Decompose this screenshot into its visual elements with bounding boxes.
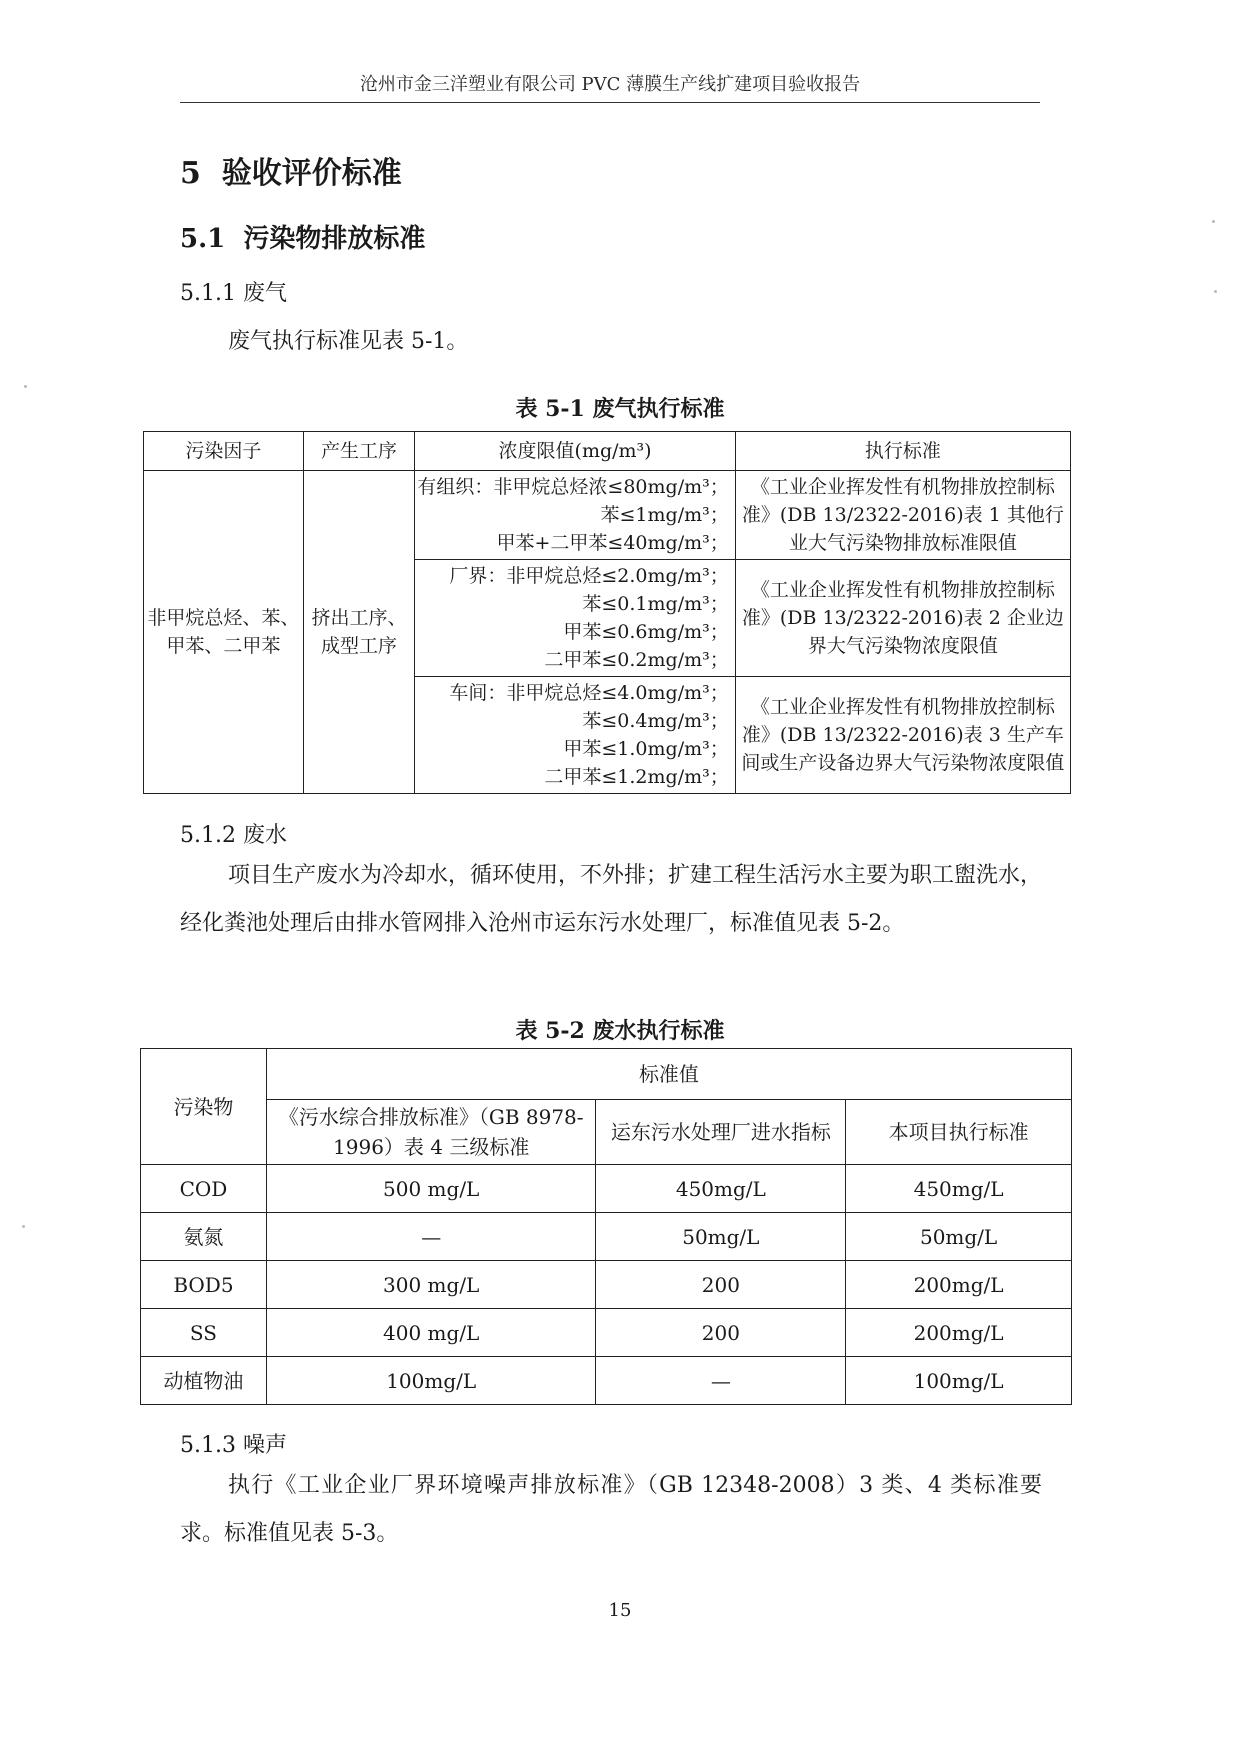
col-header-standard-value: 标准值 (266, 1049, 1071, 1100)
scan-speck (22, 1225, 25, 1228)
section-heading (180, 148, 402, 192)
limit-line: 苯≤1mg/m³； (600, 504, 729, 526)
value-cell: 100mg/L (846, 1357, 1072, 1405)
standard-cell: 《工业企业挥发性有机物排放控制标准》(DB 13/2322-2016)表 1 其他行业大气污染物排放标准限值 (735, 471, 1070, 560)
value-cell: 200mg/L (846, 1261, 1072, 1309)
value-cell: 450mg/L (596, 1165, 846, 1213)
section-title: 验收评价标准 (221, 156, 402, 191)
page-header: 沧州市金三洋塑业有限公司 PVC 薄膜生产线扩建项目验收报告 (180, 70, 1040, 103)
section-number: 5 (180, 156, 201, 191)
pollutant-name: 氨氮 (141, 1213, 267, 1261)
value-cell: 500 mg/L (266, 1165, 596, 1213)
table-row (141, 1261, 1072, 1309)
pollutant-name: COD (141, 1165, 267, 1213)
paragraph-waste-gas: 废气执行标准见表 5-1。 (228, 329, 469, 354)
limit-line: 有组织：非甲烷总烃浓≤80mg/m³； (417, 476, 729, 498)
table-row (141, 1213, 1072, 1261)
col-header-gb8978: 《污水综合排放标准》（GB 8978-1996）表 4 三级标准 (266, 1100, 596, 1165)
col-header-process: 产生工序 (303, 432, 415, 471)
limit-line: 甲苯+二甲苯≤40mg/m³； (496, 532, 729, 554)
table-row (141, 1309, 1072, 1357)
table-row (141, 1165, 1072, 1213)
heading-5-1-1: 5.1.1 废气 (180, 281, 287, 306)
pollutant-name: 动植物油 (141, 1357, 267, 1405)
limit-line: 苯≤0.1mg/m³； (582, 593, 729, 615)
subsection-title: 污染物排放标准 (243, 224, 426, 254)
value-cell: 200mg/L (846, 1309, 1072, 1357)
table-5-2-caption: 表 5-2 废水执行标准 (515, 1018, 725, 1044)
standard-cell: 《工业企业挥发性有机物排放控制标准》(DB 13/2322-2016)表 3 生产车间或生产设备边界大气污染物浓度限值 (735, 677, 1070, 794)
value-cell: 450mg/L (846, 1165, 1072, 1213)
paragraph-waste-water: 项目生产废水为冷却水，循环使用，不外排；扩建工程生活污水主要为职工盥洗水，经化粪池处理后由排水管网排入沧州市运东污水处理厂，标准值见表 5-2。 (180, 863, 1043, 936)
limit-cell-organized (415, 471, 735, 560)
pollutant-name: SS (141, 1309, 267, 1357)
subsection-number: 5.1 (180, 224, 226, 254)
col-header-plant-intake: 运东污水处理厂进水指标 (596, 1100, 846, 1165)
table-row (144, 471, 1071, 560)
value-cell: 300 mg/L (266, 1261, 596, 1309)
limit-cell-workshop (415, 677, 735, 794)
table-header-row (141, 1100, 1072, 1165)
heading-5-1-3: 5.1.3 噪声 (180, 1433, 287, 1458)
limit-line: 车间：非甲烷总烃≤4.0mg/m³； (449, 682, 729, 704)
pollutant-factor-cell: 非甲烷总烃、苯、甲苯、二甲苯 (144, 471, 304, 794)
value-cell: 50mg/L (596, 1213, 846, 1261)
value-cell: 200 (596, 1309, 846, 1357)
limit-line: 二甲苯≤0.2mg/m³； (544, 649, 729, 671)
subsection-heading (180, 218, 425, 255)
paragraph-noise: 执行《工业企业厂界环境噪声排放标准》（GB 12348-2008）3 类、4 类标准要求。标准值见表 5-3。 (180, 1473, 1042, 1546)
scan-speck (1214, 290, 1217, 293)
value-cell: 100mg/L (266, 1357, 596, 1405)
standard-cell: 《工业企业挥发性有机物排放控制标准》(DB 13/2322-2016)表 2 企业边界大气污染物浓度限值 (735, 560, 1070, 677)
scan-speck (24, 385, 27, 388)
waste-water-table (140, 1048, 1072, 1405)
heading-5-1-2: 5.1.2 废水 (180, 823, 287, 848)
waste-gas-table (143, 431, 1071, 794)
table-row (141, 1357, 1072, 1405)
col-header-pollutant: 污染物 (141, 1049, 267, 1165)
value-cell: — (596, 1357, 846, 1405)
limit-line: 苯≤0.4mg/m³； (582, 710, 729, 732)
table-5-1-caption: 表 5-1 废气执行标准 (515, 396, 725, 422)
col-header-factor: 污染因子 (144, 432, 304, 471)
table-header-row (144, 432, 1071, 471)
limit-line: 厂界：非甲烷总烃≤2.0mg/m³； (449, 565, 729, 587)
value-cell: 400 mg/L (266, 1309, 596, 1357)
scan-speck (1212, 220, 1215, 223)
pollutant-name: BOD5 (141, 1261, 267, 1309)
limit-line: 二甲苯≤1.2mg/m³； (544, 766, 729, 788)
process-cell: 挤出工序、成型工序 (303, 471, 415, 794)
col-header-project: 本项目执行标准 (846, 1100, 1072, 1165)
value-cell: — (266, 1213, 596, 1261)
limit-line: 甲苯≤1.0mg/m³； (563, 738, 729, 760)
table-header-row (141, 1049, 1072, 1100)
value-cell: 50mg/L (846, 1213, 1072, 1261)
limit-line: 甲苯≤0.6mg/m³； (563, 621, 729, 643)
limit-cell-boundary (415, 560, 735, 677)
col-header-limit: 浓度限值(mg/m³) (415, 432, 735, 471)
col-header-standard: 执行标准 (735, 432, 1070, 471)
page-number: 15 (608, 1600, 632, 1621)
value-cell: 200 (596, 1261, 846, 1309)
